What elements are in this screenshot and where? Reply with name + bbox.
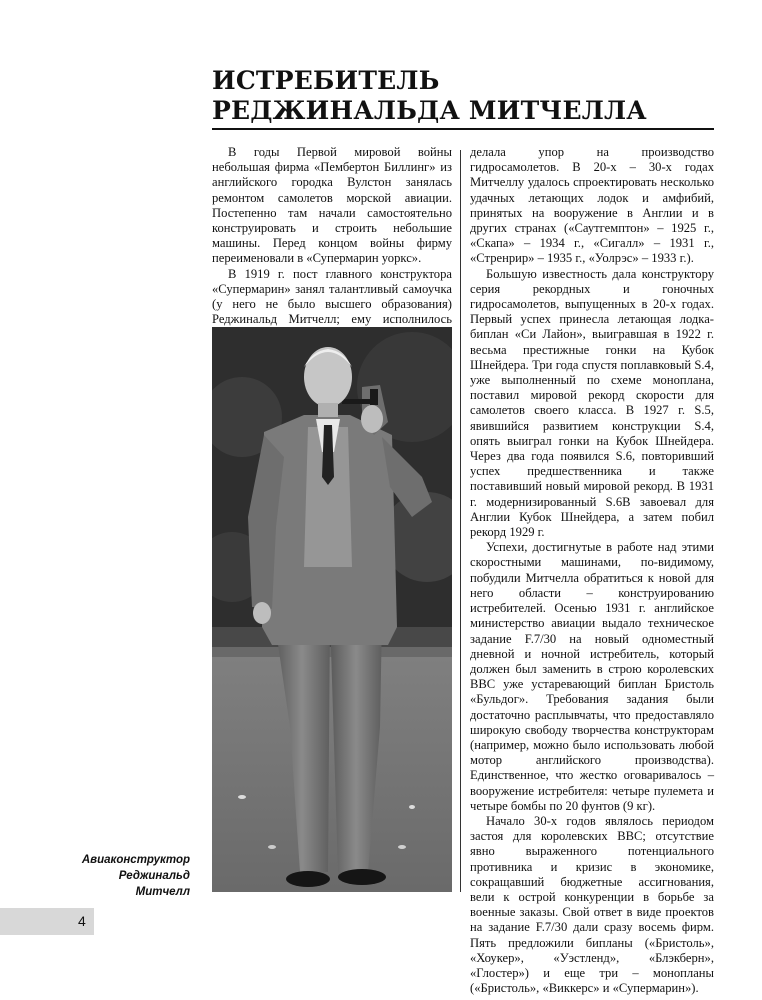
page-number: 4 bbox=[78, 913, 86, 929]
paragraph: В годы Первой мировой войны небольшая фирма «Пембертон Биллинг» из английского городка Вулстон занялась ремонтом самолетов морской авиации. Постепенно там начали самостоятельно конструировать и строить небольшие машины. Перед концом войны фирму переименовали в «Супермарин уоркс». bbox=[212, 145, 452, 266]
photo-caption bbox=[50, 852, 190, 900]
caption-line-2: Реджинальд bbox=[118, 870, 190, 882]
title-line-1: ИСТРЕБИТЕЛЬ bbox=[212, 66, 440, 95]
caption-line-3: Митчелл bbox=[135, 886, 190, 898]
column-divider bbox=[460, 150, 461, 892]
title-underline-rule bbox=[212, 128, 714, 130]
left-column-text bbox=[212, 145, 452, 358]
paragraph: Начало 30-х годов являлось периодом застоя для королевских ВВС; отсутствие явно выраженного потенциального противника и кризис в экономике, сокращавший бюджетные ассигнования, вели к острой конкуренции в борьбе за военные заказы. Свой ответ в виде проектов на задание F.7/30 дали сразу восемь фирм. Пять предложили бипланы («Бристоль», «Хоукер», «Уэстленд», «Блэкберн», «Глостер») и еще три – монопланы («Бристоль», «Виккерс» и «Супермарин»). bbox=[470, 813, 714, 996]
caption-line-1: Авиаконструктор bbox=[81, 854, 190, 866]
right-column-text bbox=[470, 145, 714, 996]
paragraph: делала упор на производство гидросамолетов. В 20-х – 30-х годах Митчеллу удалось спроектировать несколько удачных летающих лодок и амфибий, принятых на вооружение в Англии и в других странах («Саутгемптон» – 1925 г., «Скапа» – 1934 г., «Сигалл» – 1931 г., «Стренрир» – 1935 г., «Уолрэс» – 1933 г.). bbox=[470, 145, 714, 266]
paragraph: В 1919 г. пост главного конструктора «Супермарин» занял талантливый самоучка (у него не было высшего образования) Реджинальд Митчелл; ему исполнилось bbox=[212, 266, 452, 327]
article-title bbox=[212, 66, 732, 126]
paragraph: Успехи, достигнутые в работе над этими скоростными машинами, по-видимому, побудили Митчелла обратиться к новой для него области – конструированию истребителей. Осенью 1931 г. английское министерство авиации выдало техническое задание F.7/30 на новый одноместный дневной и ночной истребитель, который должен был заменить в строю королевских ВВС уже устаревающий биплан Бристоль «Бульдог». Требования задания были достаточно расплывчаты, что предоставляло широкую свободу творчества конструкторам (например, можно было использовать любой мотор английского производства). Единственное, что жестко оговаривалось – вооружение истребителя: четыре пулемета и четыре бомбы по 20 фунтов (9 кг). bbox=[470, 540, 714, 813]
title-line-2: РЕДЖИНАЛЬДА МИТЧЕЛЛА bbox=[212, 96, 647, 125]
portrait-photo bbox=[212, 327, 452, 892]
paragraph: Большую известность дала конструктору серия рекордных и гоночных гидросамолетов, выпущенных в 20-х годах. Первый успех принесла летающая лодка-биплан «Си Лайон», выигравшая в 1922 г. весьма престижные гонки на Кубок Шнейдера. Три года спустя поплавковый S.4, уже выполненный по схеме моноплана, поставил мировой рекорд скорости для самолетов своего класса. В 1927 г. S.5, явившийся развитием конструкции S.4, опять выиграл гонки на Кубок Шнейдера. Через два года появился S.6, повторивший успех предшественника и также поставивший новый мировой рекорд. В 1931 г. модернизированный S.6B завоевал для Англии Кубок Шнейдера, а затем побил рекорд 1929 г. bbox=[470, 266, 714, 540]
man-in-suit-illustration bbox=[212, 327, 452, 892]
